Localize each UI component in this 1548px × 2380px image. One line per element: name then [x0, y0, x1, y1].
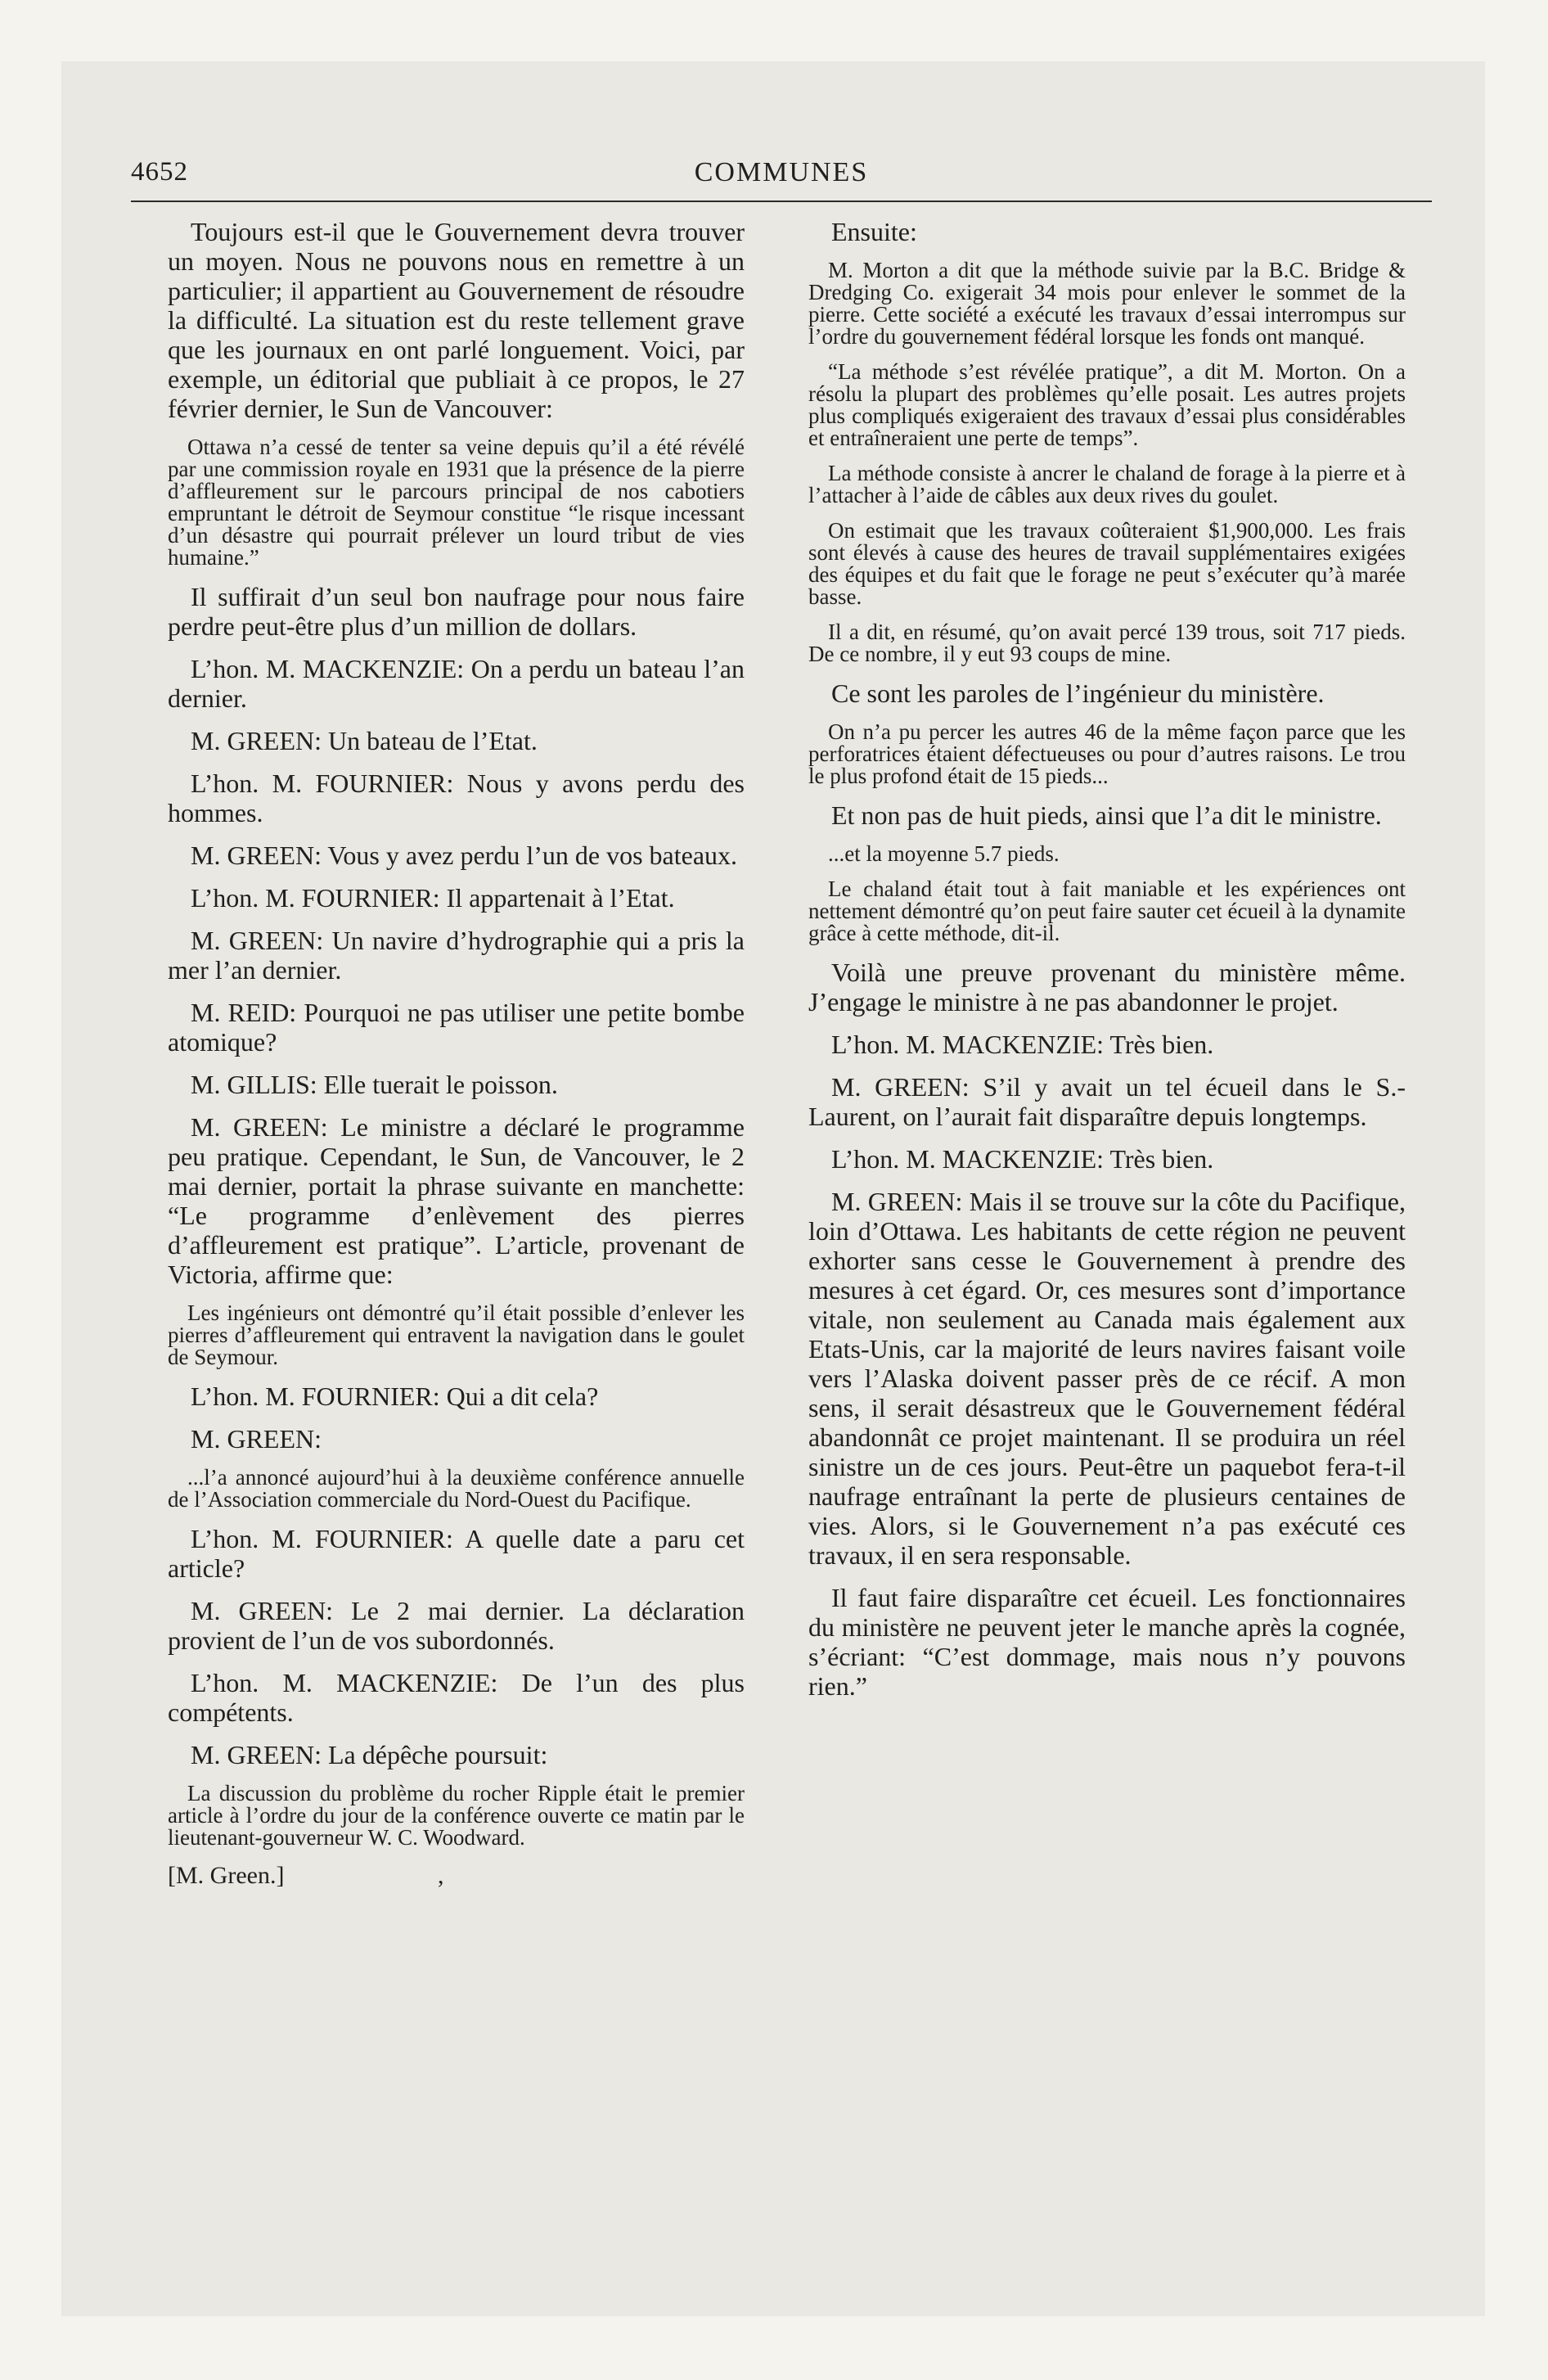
paragraph: M. GREEN: Mais il se trouve sur la côte du Pacifique, loin d’Ottawa. Les habitants de cette région ne peuvent exhorter sans cesse le Gouvernement à prendre des mesures à cet égard. Or, ces mesures sont d’importance vitale, non seulement au Canada mais également aux Etats-Unis, car la majorité de leurs navires faisant voile vers l’Alaska doivent passer près de ce récif. A mon sens, il serait désastreux que le Gouvernement fédéral abandonnât ce projet maintenant. Il se produira un réel sinistre un de ces jours. Peut-être un paquebot fera-t-il naufrage entraînant la perte de plusieurs centaines de vies. Alors, si le Gouvernement n’a pas exécuté ces travaux, il en sera responsable. [808, 1187, 1406, 1570]
quotation: ...et la moyenne 5.7 pieds. [828, 841, 1060, 866]
paragraph: L’hon. M. FOURNIER: Il appartenait à l’Etat. [191, 883, 675, 913]
quotation: M. Morton a dit que la méthode suivie par la B.C. Bridge & Dredging Co. exigerait 34 mois pour enlever le sommet de la pierre. Cette société a exécuté les travaux d’essai interrompus sur l’ordre du gouvernement fédéral lorsque les fonds ont manqué. [808, 258, 1406, 349]
paragraph: M. GREEN: Un navire d’hydrographie qui a pris la mer l’an dernier. [168, 926, 745, 985]
paragraph: L’hon. M. FOURNIER: Qui a dit cela? [191, 1382, 599, 1411]
paragraph: M. GILLIS: Elle tuerait le poisson. [191, 1070, 558, 1099]
paragraph: L’hon. M. MACKENZIE: Très bien. [831, 1144, 1214, 1174]
page-header [131, 157, 1432, 203]
paragraph: L’hon. M. MACKENZIE: De l’un des plus compétents. [168, 1668, 745, 1727]
paragraph: L’hon. M. FOURNIER: A quelle date a paru cet article? [168, 1524, 745, 1583]
paragraph: M. GREEN: Le 2 mai dernier. La déclaration provient de l’un de vos subordonnés. [168, 1596, 745, 1655]
paragraph: L’hon. M. MACKENZIE: Très bien. [831, 1030, 1214, 1059]
running-head: COMMUNES [694, 157, 869, 187]
stray-mark: , [437, 1862, 444, 1889]
paragraph: L’hon. M. FOURNIER: Nous y avons perdu des hommes. [168, 769, 745, 827]
paragraph: Toujours est-il que le Gouvernement devra trouver un moyen. Nous ne pouvons nous en remettre à un particulier; il appartient au Gouvernement de résoudre la difficulté. La situation est du reste tellement grave que les journaux en ont parlé longuement. Voici, par exemple, un éditorial que publiait à ce propos, le 27 février dernier, le Sun de Vancouver: [168, 217, 745, 423]
paragraph: Ensuite: [831, 217, 917, 246]
paragraph: M. GREEN: [191, 1424, 322, 1454]
quotation: On n’a pu percer les autres 46 de la même façon parce que les perforatrices étaient défectueuses ou pour d’autres raisons. Le trou le plus profond était de 15 pieds... [808, 719, 1406, 788]
paragraph: M. GREEN: Le ministre a déclaré le programme peu pratique. Cependant, le Sun, de Vancouver, le 2 mai dernier, portait la phrase suivante en manchette: “Le programme d’enlèvement des pierres d’affleurement est pratique”. L’article, provenant de Victoria, affirme que: [168, 1112, 745, 1289]
paragraph: Ce sont les paroles de l’ingénieur du ministère. [831, 678, 1325, 708]
paragraph: Et non pas de huit pieds, ainsi que l’a dit le ministre. [831, 800, 1382, 830]
paragraph: Il faut faire disparaître cet écueil. Les fonctionnaires du ministère ne peuvent jeter le manche après la cognée, s’écriant: “C’est dommage, mais nous n’y pouvons rien.” [808, 1583, 1406, 1701]
left-column [168, 217, 745, 1890]
paragraph: Voilà une preuve provenant du ministère même. J’engage le ministre à ne pas abandonner le projet. [808, 958, 1406, 1016]
page-number: 4652 [131, 157, 188, 187]
paragraph: M. GREEN: S’il y avait un tel écueil dans le S.-Laurent, on l’aurait fait disparaître depuis longtemps. [808, 1072, 1406, 1131]
paragraph: M. GREEN: La dépêche poursuit: [191, 1740, 548, 1769]
right-column [808, 217, 1406, 1714]
quotation: “La méthode s’est révélée pratique”, a dit M. Morton. On a résolu la plupart des problèmes qu’elle posait. Les autres projets plus compliqués exigeraient des travaux d’essai plus considérables et entraîneraient une perte de temps”. [808, 359, 1406, 450]
paragraph: M. REID: Pourquoi ne pas utiliser une petite bombe atomique? [168, 998, 745, 1057]
quotation: La discussion du problème du rocher Ripple était le premier article à l’ordre du jour de la conférence ouverte ce matin par le lieutenant-gouverneur W. C. Woodward. [168, 1781, 745, 1850]
header-rule [131, 201, 1432, 202]
paragraph: M. GREEN: Un bateau de l’Etat. [191, 726, 538, 755]
speaker-tag: [M. Green.] [168, 1862, 285, 1889]
quotation: Les ingénieurs ont démontré qu’il était possible d’enlever les pierres d’affleurement qui entravent la navigation dans le goulet de Seymour. [168, 1300, 745, 1369]
paragraph: Il suffirait d’un seul bon naufrage pour nous faire perdre peut-être plus d’un million de dollars. [168, 582, 745, 641]
quotation: ...l’a annoncé aujourd’hui à la deuxième conférence annuelle de l’Association commerciale du Nord-Ouest du Pacifique. [168, 1465, 745, 1512]
speaker-footer [168, 1862, 745, 1890]
quotation: Le chaland était tout à fait maniable et les expériences ont nettement démontré qu’on peut faire sauter cet écueil à la dynamite grâce à cette méthode, dit-il. [808, 877, 1406, 945]
paragraph: M. GREEN: Vous y avez perdu l’un de vos bateaux. [191, 841, 738, 870]
quotation: On estimait que les travaux coûteraient $1,900,000. Les frais sont élevés à cause des heures de travail supplémentaires exigées des équipes et du fait que le forage ne peut s’exécuter qu’à marée basse. [808, 518, 1406, 609]
quotation: Ottawa n’a cessé de tenter sa veine depuis qu’il a été révélé par une commission royale en 1931 que la présence de la pierre d’affleurement sur le parcours principal de nos cabotiers empruntant le détroit de Seymour constitue “le risque incessant d’un désastre qui pourrait prélever un lourd tribut de vies humaine.” [168, 435, 745, 570]
quotation: La méthode consiste à ancrer le chaland de forage à la pierre et à l’attacher à l’aide de câbles aux deux rives du goulet. [808, 461, 1406, 507]
paragraph: L’hon. M. MACKENZIE: On a perdu un bateau l’an dernier. [168, 654, 745, 713]
quotation: Il a dit, en résumé, qu’on avait percé 139 trous, soit 717 pieds. De ce nombre, il y eut 93 coups de mine. [808, 620, 1406, 666]
